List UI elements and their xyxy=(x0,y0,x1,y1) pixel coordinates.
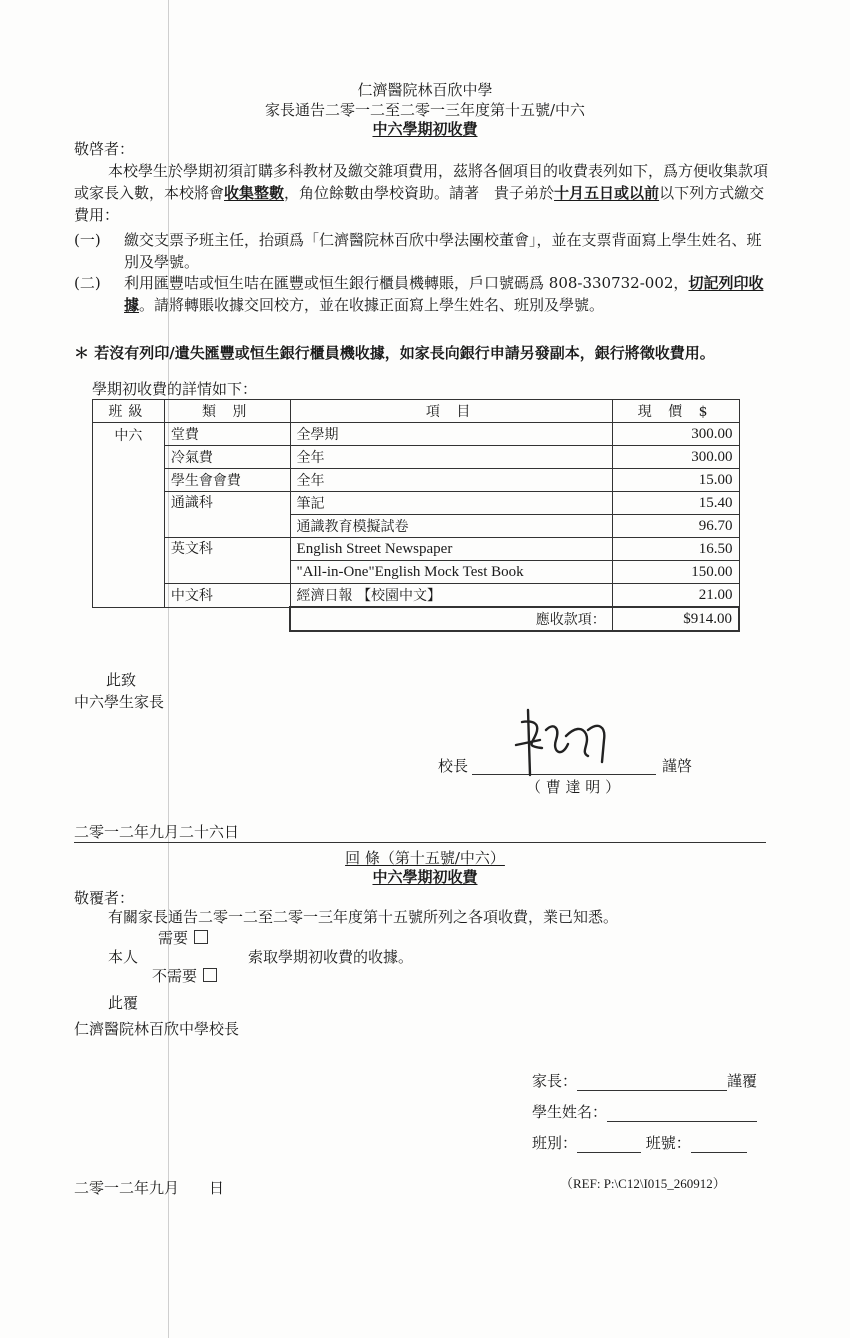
price-cell: 150.00 xyxy=(612,561,739,584)
closing-line-2: 中六學生家長 xyxy=(74,693,165,711)
whole-number-emphasis: 收集整數 xyxy=(224,184,285,202)
total-label: 應收款項： xyxy=(290,607,612,631)
category-cell: 堂費 xyxy=(164,423,290,446)
table-row xyxy=(93,492,740,515)
notice-number: 家長通告二零一二至二零一三年度第十五號/中六 xyxy=(264,101,586,119)
price-cell: 16.50 xyxy=(612,538,739,561)
student-name-row: 學生姓名： xyxy=(532,1102,757,1122)
parent-signature-row: 家長： 謹覆 xyxy=(532,1072,758,1090)
reply-body: 有關家長通告二零一二至二零一三年度第十五號所列之各項收費，業已知悉。 xyxy=(108,908,619,926)
total-value: $914.00 xyxy=(612,607,739,631)
price-cell: 96.70 xyxy=(612,515,739,538)
closing-line-1: 此致 xyxy=(106,671,137,689)
table-row xyxy=(93,469,740,492)
principal-suffix: 謹啓 xyxy=(662,757,693,775)
header-price: 現 價 $ xyxy=(612,400,739,423)
reply-subject: 中六學期初收費 xyxy=(372,868,478,886)
item-cell: 全學期 xyxy=(290,423,612,446)
method-1-text: 繳交支票予班主任，抬頭爲「仁濟醫院林百欣中學法團校董會」，並在支票背面寫上學生姓名、班別及學號。 xyxy=(124,231,762,271)
item-cell: 筆記 xyxy=(290,492,612,515)
item-cell: 全年 xyxy=(290,469,612,492)
price-cell: 300.00 xyxy=(612,423,739,446)
item-cell: 經濟日報 【校園中文】 xyxy=(290,584,612,608)
reply-request: 索取學期初收費的收據。 xyxy=(248,948,414,966)
deadline: 十月五日或以前 xyxy=(554,184,660,202)
header-category: 類 別 xyxy=(164,400,290,423)
fee-table xyxy=(92,399,740,632)
method-2-label: (二) xyxy=(74,274,101,292)
header-class: 班級 xyxy=(93,400,165,423)
option-need: 需要 xyxy=(158,928,208,948)
method-2-text: 利用匯豐咭或恒生咭在匯豐或恒生銀行櫃員機轉賬，戶口號碼爲 808-330732-002，切記列印收據。請將轉賬收據交回校方，並在收據正面寫上學生姓名、班別及學號。 xyxy=(124,274,764,314)
class-cell: 中六 xyxy=(93,423,165,608)
reply-close-2: 仁濟醫院林百欣中學校長 xyxy=(74,1020,240,1038)
principal-label: 校長 xyxy=(438,757,469,775)
notice-subject: 中六學期初收費 xyxy=(372,120,478,138)
table-header-row xyxy=(93,400,740,423)
reply-close-1: 此覆 xyxy=(108,994,139,1012)
class-field[interactable] xyxy=(577,1136,641,1153)
reply-date: 二零一二年九月 日 xyxy=(74,1179,225,1197)
item-cell: 全年 xyxy=(290,446,612,469)
need-checkbox[interactable] xyxy=(194,930,208,944)
print-receipt-emphasis: 切記列印收據 xyxy=(124,274,764,314)
principal-name: （ 曹 達 明 ） xyxy=(526,778,621,796)
class-number-field[interactable] xyxy=(691,1136,747,1153)
table-row xyxy=(93,446,740,469)
price-cell: 21.00 xyxy=(612,584,739,608)
item-cell: 通識教育模擬試卷 xyxy=(290,515,612,538)
parent-signature-field[interactable] xyxy=(577,1074,727,1091)
tear-off-line xyxy=(74,842,766,843)
category-cell: 學生會會費 xyxy=(164,469,290,492)
reference-code: （REF: P:\C12\I015_260912） xyxy=(560,1176,726,1191)
school-name: 仁濟醫院林百欣中學 xyxy=(357,81,493,99)
intro-paragraph: 本校學生於學期初須訂購多科教材及繳交雜項費用，茲將各個項目的收費表列如下，爲方便收集款項或家長入數，本校將會收集整數，角位餘數由學校資助。請著 貴子弟於十月五日或以前以下列方式繳交費用： xyxy=(74,162,769,224)
price-cell: 15.40 xyxy=(612,492,739,515)
total-row xyxy=(93,607,740,631)
table-row xyxy=(93,423,740,446)
principal-signature xyxy=(496,700,626,780)
reply-title: 回 條（第十五號/中六） xyxy=(345,849,505,867)
header-item: 項 目 xyxy=(290,400,612,423)
option-no-need: 不需要 xyxy=(152,966,217,986)
no-need-checkbox[interactable] xyxy=(203,968,217,982)
price-cell: 15.00 xyxy=(612,469,739,492)
table-row xyxy=(93,538,740,561)
notice-date: 二零一二年九月二十六日 xyxy=(74,823,240,841)
table-row xyxy=(93,584,740,608)
method-1-label: (一) xyxy=(74,231,101,249)
category-cell: 英文科 xyxy=(164,538,290,584)
category-cell: 通識科 xyxy=(164,492,290,538)
reply-salutation: 敬覆者： xyxy=(74,889,135,907)
table-caption: 學期初收費的詳情如下： xyxy=(92,380,258,398)
reply-self: 本人 xyxy=(108,948,139,966)
student-name-field[interactable] xyxy=(607,1105,757,1122)
class-number-row: 班別： 班號： xyxy=(532,1133,747,1153)
price-cell: 300.00 xyxy=(612,446,739,469)
salutation: 敬啓者： xyxy=(74,140,135,158)
item-cell: English Street Newspaper xyxy=(290,538,612,561)
category-cell: 中文科 xyxy=(164,584,290,608)
item-cell: "All-in-One"English Mock Test Book xyxy=(290,561,612,584)
category-cell: 冷氣費 xyxy=(164,446,290,469)
receipt-warning: ＊ 若沒有列印/遺失匯豐或恒生銀行櫃員機收據，如家長向銀行申請另發副本，銀行將徵收費用。 xyxy=(74,344,715,362)
